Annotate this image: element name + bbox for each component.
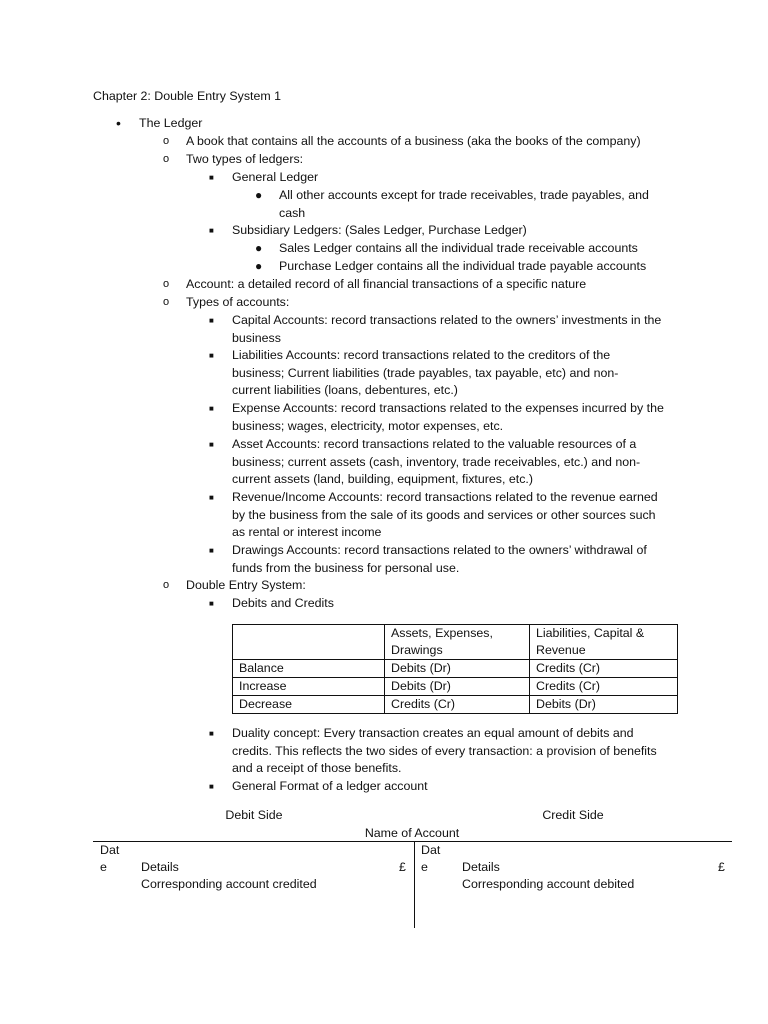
account-definition: Account: a detailed record of all financial transactions of a specific nature [186, 277, 587, 291]
table-cell: Debits (Dr) [385, 660, 530, 678]
dot-bullet-icon: ● [255, 259, 263, 273]
table-cell: Debits (Dr) [385, 678, 530, 696]
circle-bullet-icon: o [163, 153, 170, 165]
debit-details-header: Details [141, 860, 179, 874]
square-bullet-icon: ■ [209, 546, 214, 555]
debit-amount-header: £ [399, 860, 406, 874]
table-row [233, 660, 678, 678]
t-account-top-rule [93, 841, 732, 842]
expense-accounts: Expense Accounts: record transactions related to the expenses incurred by the business; wages, electricity, motor expenses, etc. [232, 401, 664, 433]
table-cell: Debits (Dr) [530, 696, 678, 714]
square-bullet-icon: ■ [209, 404, 214, 413]
circle-bullet-icon: o [163, 579, 170, 591]
page-title: Chapter 2: Double Entry System 1 [93, 89, 282, 103]
ledger-definition: A book that contains all the accounts of a business (aka the books of the company) [186, 134, 641, 148]
credit-side-label: Credit Side [542, 808, 604, 822]
debit-date-header-cont: e [100, 860, 107, 874]
debit-entry: Corresponding account credited [141, 877, 317, 891]
t-account-divider [414, 842, 415, 928]
general-ledger: General Ledger [232, 170, 319, 184]
square-bullet-icon: ■ [209, 226, 214, 235]
credit-date-header: Dat [421, 843, 441, 857]
account-name-label: Name of Account [364, 826, 460, 840]
sales-ledger: Sales Ledger contains all the individual trade receivable accounts [279, 241, 638, 255]
table-cell: Balance [233, 660, 385, 678]
double-entry-heading: Double Entry System: [186, 578, 306, 592]
table-header-row [233, 625, 678, 660]
credit-details-header: Details [462, 860, 500, 874]
purchase-ledger: Purchase Ledger contains all the individual trade payable accounts [279, 259, 647, 273]
capital-accounts: Capital Accounts: record transactions related to the owners’ investments in the business [232, 313, 662, 345]
ledger-heading: The Ledger [139, 116, 203, 130]
square-bullet-icon: ■ [209, 493, 214, 502]
table-cell: Increase [233, 678, 385, 696]
square-bullet-icon: ■ [209, 351, 214, 360]
credit-date-header-cont: e [421, 860, 428, 874]
table-row [233, 678, 678, 696]
circle-bullet-icon: o [163, 296, 170, 308]
dot-bullet-icon: ● [255, 188, 263, 202]
square-bullet-icon: ■ [209, 440, 214, 449]
credit-entry: Corresponding account debited [462, 877, 635, 891]
table-header-cell [233, 625, 385, 660]
circle-bullet-icon: o [163, 135, 170, 147]
debits-credits-table [232, 624, 678, 714]
ledger-types: Two types of ledgers: [186, 152, 304, 166]
credit-amount-header: £ [718, 860, 725, 874]
debit-date-header: Dat [100, 843, 120, 857]
table-header-cell: Assets, Expenses, Drawings [385, 625, 530, 660]
subsidiary-ledgers: Subsidiary Ledgers: (Sales Ledger, Purchase Ledger) [232, 223, 527, 237]
debit-side-label: Debit Side [225, 808, 283, 822]
general-format: General Format of a ledger account [232, 779, 428, 793]
general-ledger-desc: All other accounts except for trade receivables, trade payables, and cash [279, 188, 649, 220]
circle-bullet-icon: o [163, 278, 170, 290]
square-bullet-icon: ■ [209, 599, 214, 608]
account-types-heading: Types of accounts: [186, 295, 290, 309]
asset-accounts: Asset Accounts: record transactions related to the valuable resources of a business; current assets (cash, inventory, trade receivables, etc.) and non-current assets (land, building, equipment, fixtures, etc.) [232, 437, 641, 487]
square-bullet-icon: ■ [209, 173, 214, 182]
table-cell: Credits (Cr) [530, 678, 678, 696]
debits-credits-heading: Debits and Credits [232, 596, 334, 610]
table-cell: Credits (Cr) [385, 696, 530, 714]
square-bullet-icon: ■ [209, 782, 214, 791]
revenue-accounts: Revenue/Income Accounts: record transactions related to the revenue earned by the business from the sale of its goods and services or other sources such as rental or interest income [232, 490, 658, 540]
drawings-accounts: Drawings Accounts: record transactions related to the owners’ withdrawal of funds from the business for personal use. [232, 543, 647, 575]
bullet-icon: • [116, 115, 121, 131]
duality-concept: Duality concept: Every transaction creates an equal amount of debits and credits. This reflects the two sides of every transaction: a provision of benefits and a receipt of those benefits. [232, 726, 657, 776]
table-header-cell: Liabilities, Capital & Revenue [530, 625, 678, 660]
dot-bullet-icon: ● [255, 241, 263, 255]
square-bullet-icon: ■ [209, 316, 214, 325]
table-row [233, 696, 678, 714]
table-cell: Decrease [233, 696, 385, 714]
table-cell: Credits (Cr) [530, 660, 678, 678]
liabilities-accounts: Liabilities Accounts: record transactions related to the creditors of the business; Current liabilities (trade payables, tax payable, etc) and non-current liabilities (loans, debentures, etc.) [232, 348, 619, 398]
square-bullet-icon: ■ [209, 729, 214, 738]
